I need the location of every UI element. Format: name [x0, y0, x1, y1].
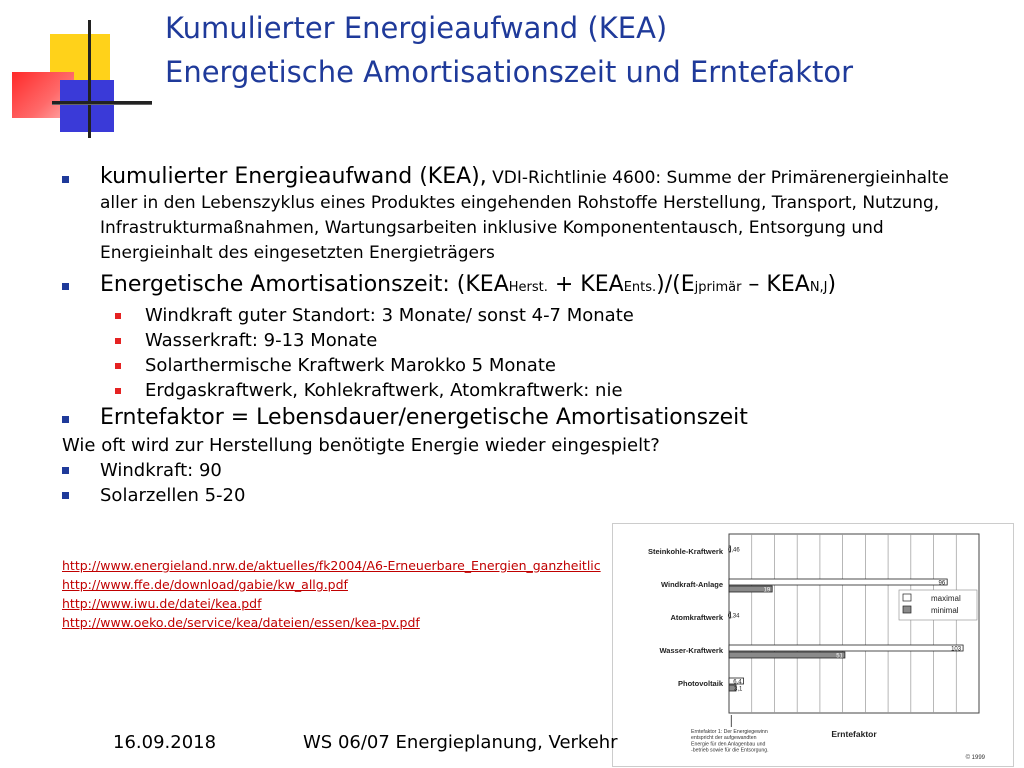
category-label: Steinkohle-Kraftwerk — [647, 547, 723, 556]
sub-bullet-marker — [115, 338, 121, 344]
sub-bullet-item — [145, 303, 990, 328]
legend-swatch-minimal — [903, 606, 911, 613]
bullet-marker — [62, 416, 69, 423]
formula-part: – KEA — [741, 272, 810, 297]
footer-course: WS 06/07 Energieplanung, Verkehr — [303, 732, 618, 753]
formula-part: ) — [827, 272, 837, 297]
chart-note-line: -betrieb sowie für die Entsorgung. — [691, 747, 769, 754]
data-label-minimal: 19 — [763, 587, 771, 594]
data-label-maximal: 0,46 — [728, 547, 740, 554]
category-label: Photovoltaik — [677, 679, 723, 688]
chart-svg — [613, 524, 1013, 766]
formula-sub: N,J — [809, 280, 828, 295]
bullet-solarzellen — [60, 483, 990, 508]
data-label-maximal: 96 — [938, 580, 946, 587]
sub-bullet-list — [60, 303, 990, 403]
slide-title — [165, 6, 853, 94]
decorative-logo — [0, 0, 160, 140]
data-label-maximal: 6,4 — [733, 679, 742, 686]
bullet-list — [60, 164, 990, 508]
formula-part: Energetische Amortisationszeit: (KEA — [100, 272, 509, 297]
bullet-windkraft — [60, 458, 990, 483]
category-label: Atomkraftwerk — [670, 613, 723, 622]
title-line-2: Energetische Amortisationszeit und Erntefaktor — [165, 55, 854, 89]
sub-bullet-marker — [115, 388, 121, 394]
sub-bullet-text: Erdgaskraftwerk, Kohlekraftwerk, Atomkraftwerk: nie — [145, 380, 623, 401]
bullet-kea-text: VDI-Richtlinie 4600: Summe der Primärenergieinhalte aller in den Lebenszyklus eines Produktes eingehenden Rohstoffe Herstellung, Transport, Nutzung, Infrastrukturmaßnahmen, Wartungsarbeiten inklusive Komponententausch, Entsorgung und Energieinhalt des eingesetzten Energieträgers — [100, 168, 949, 263]
reference-link[interactable]: http://www.energieland.nrw.de/aktuelles/fk2004/A6-Erneuerbare_Energien_ganzheitlic — [62, 558, 601, 573]
formula-sub: Herst. — [508, 280, 548, 295]
data-label-maximal: 103 — [951, 646, 962, 653]
sub-bullet-item — [145, 353, 990, 378]
logo-horizontal-line — [52, 101, 152, 104]
formula-sub: jprimär — [694, 280, 742, 295]
bar-maximal — [729, 579, 947, 585]
sub-bullet-text: Windkraft guter Standort: 3 Monate/ sonst 4-7 Monate — [145, 305, 634, 326]
data-label-minimal: 51 — [836, 653, 843, 660]
formula-sub: Ents. — [623, 280, 657, 295]
sub-bullet-text: Solarthermische Kraftwerk Marokko 5 Monate — [145, 355, 556, 376]
data-label-maximal: 0,34 — [727, 613, 740, 620]
bullet-marker — [62, 176, 69, 183]
sub-bullet-marker — [115, 363, 121, 369]
sub-bullet-marker — [115, 313, 121, 319]
chart-note — [691, 729, 769, 754]
sub-bullet-text: Wasserkraft: 9-13 Monate — [145, 330, 378, 351]
formula-part: + KEA — [547, 272, 624, 297]
bullet-windkraft-text: Windkraft: 90 — [100, 460, 222, 481]
bar-minimal — [729, 652, 845, 658]
bullet-kea-lead: kumulierter Energieaufwand (KEA), — [100, 164, 487, 189]
bullet-erntefaktor-text: Erntefaktor = Lebensdauer/energetische Amortisationszeit — [100, 405, 748, 430]
chart-note-line: Energie für den Anlagenbau und — [691, 741, 766, 748]
chart-note-line: entspricht der aufgewandten — [691, 735, 757, 742]
bullet-marker — [62, 283, 69, 290]
sub-bullet-item — [145, 328, 990, 353]
logo-blue-square — [60, 80, 114, 132]
reference-links — [62, 556, 601, 632]
legend-label-maximal: maximal — [931, 594, 961, 603]
formula-part: )/(E — [656, 272, 695, 297]
category-label: Wasser-Kraftwerk — [659, 646, 723, 655]
chart-note-line: Erntefaktor 1: Der Energiegewinn — [691, 729, 768, 735]
footer-date: 16.09.2018 — [113, 732, 217, 753]
bullet-erntefaktor — [60, 405, 990, 431]
bar-maximal — [729, 645, 963, 651]
chart-copyright: © 1999 — [965, 755, 985, 761]
category-label: Windkraft-Anlage — [660, 580, 723, 589]
sub-bullet-item — [145, 378, 990, 403]
reference-link[interactable]: http://www.oeko.de/service/kea/dateien/essen/kea-pv.pdf — [62, 615, 420, 630]
question-text: Wie oft wird zur Herstellung benötigte Energie wieder eingespielt? — [62, 435, 660, 456]
reference-link[interactable]: http://www.ffe.de/download/gabie/kw_allg.pdf — [62, 577, 348, 592]
bullet-kea — [60, 164, 990, 266]
bullet-solarzellen-text: Solarzellen 5-20 — [100, 485, 246, 506]
legend-label-minimal: minimal — [931, 606, 959, 615]
bullet-marker — [62, 492, 69, 499]
logo-vertical-line — [88, 20, 91, 138]
legend-swatch-maximal — [903, 594, 911, 601]
x-axis-label: Erntefaktor — [831, 729, 877, 739]
erntefaktor-chart — [612, 523, 1014, 767]
bullet-marker — [62, 467, 69, 474]
plot-frame — [729, 534, 979, 713]
bullet-amortisation — [60, 272, 990, 301]
title-line-1: Kumulierter Energieaufwand (KEA) — [165, 11, 668, 45]
reference-link[interactable]: http://www.iwu.de/datei/kea.pdf — [62, 596, 262, 611]
data-label-minimal: 3,1 — [734, 686, 743, 693]
